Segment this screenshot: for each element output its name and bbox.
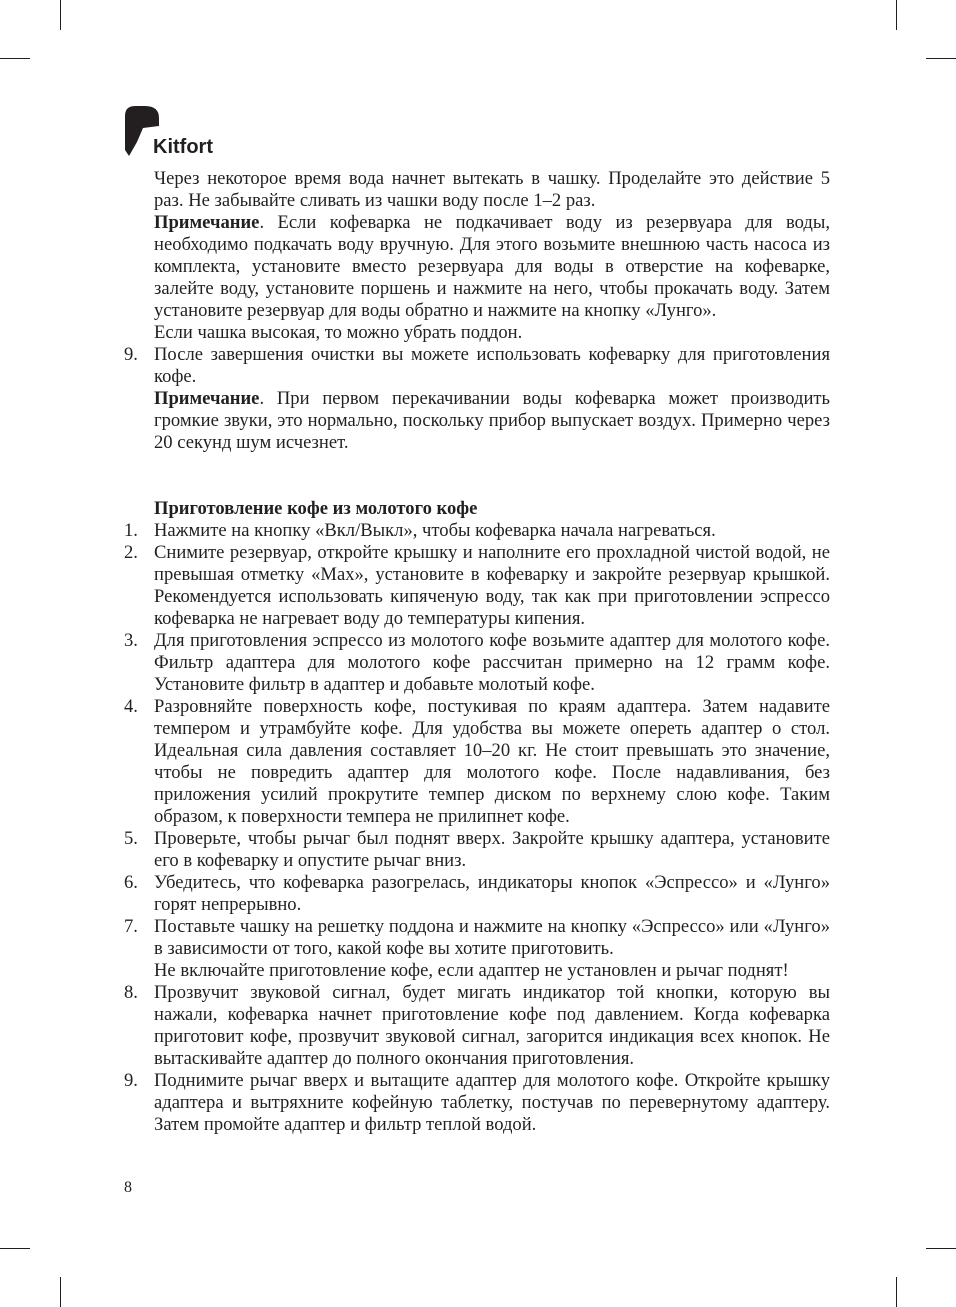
note-text: . При первом перекачивании воды кофеварка может производить громкие звуки, это нормально, поскольку прибор выпускает воздух. Примерно через 20 секунд шум исчезнет. — [154, 388, 830, 453]
brand-wordmark: Kitfort — [153, 136, 213, 158]
list-number: 4. — [124, 696, 138, 717]
list-item — [124, 542, 830, 630]
cleaning-list-continued — [124, 344, 830, 388]
crop-mark-bottom-left-h — [0, 1248, 30, 1249]
crop-mark-top-right-h — [926, 58, 956, 59]
list-number: 5. — [124, 828, 138, 849]
section-heading: Приготовление кофе из молотого кофе — [154, 498, 478, 519]
list-item — [124, 630, 830, 696]
crop-mark-bottom-right — [896, 1277, 897, 1307]
list-number: 1. — [124, 520, 138, 541]
section-gap — [124, 454, 830, 498]
note-text: . Если кофеварка не подкачивает воду из резервуара для воды, необходимо подкачать воду вручную. Для этого возьмите внешнюю часть насоса из комплекта, установите вместо резервуара для воды в отверстие на кофеварке, залейте воду, установите поршень и нажмите на него, чтобы прокачать воду. Затем установите резервуар для воды обратно и нажмите на кнопку «Лунго». — [154, 212, 830, 321]
page-number: 8 — [124, 1179, 132, 1196]
list-number: 6. — [124, 872, 138, 893]
list-text: Убедитесь, что кофеварка разогрелась, индикаторы кнопок «Эспрессо» и «Лунго» горят непрерывно. — [154, 872, 830, 915]
steps-list — [124, 520, 830, 1136]
list-item — [124, 344, 830, 388]
list-number: 3. — [124, 630, 138, 651]
list-warning-text: Не включайте приготовление кофе, если адаптер не установлен и рычаг поднят! — [154, 960, 789, 981]
list-number: 9. — [124, 344, 138, 365]
list-item — [124, 916, 830, 982]
list-item — [124, 520, 830, 542]
list-item — [124, 982, 830, 1070]
list-text: Поднимите рычаг вверх и вытащите адаптер для молотого кофе. Откройте крышку адаптера и вытряхните кофейную таблетку, постучав по перевернутому адаптеру. Затем промойте адаптер и фильтр теплой водой. — [154, 1070, 830, 1135]
page-content — [124, 168, 830, 1136]
crop-mark-bottom-right-h — [926, 1248, 956, 1249]
crop-mark-top-left — [60, 0, 61, 30]
list-item — [124, 1070, 830, 1136]
note-paragraph-1 — [124, 212, 830, 322]
note-label: Примечание — [154, 212, 260, 233]
paragraph-intro: Через некоторое время вода начнет вытекать в чашку. Проделайте это действие 5 раз. Не забывайте сливать из чашки воду после 1–2 раз. — [154, 168, 830, 211]
list-item — [124, 696, 830, 828]
list-text: Нажмите на кнопку «Вкл/Выкл», чтобы кофеварка начала нагреваться. — [154, 520, 716, 541]
list-text: Поставьте чашку на решетку поддона и нажмите на кнопку «Эспрессо» или «Лунго» в зависимости от того, какой кофе вы хотите приготовить. — [154, 916, 830, 959]
note-paragraph-2 — [124, 388, 830, 454]
list-number: 7. — [124, 916, 138, 937]
brand-logo — [125, 106, 235, 158]
list-item — [124, 828, 830, 872]
crop-mark-bottom-left — [60, 1277, 61, 1307]
crop-mark-top-left-h — [0, 58, 30, 59]
list-number: 9. — [124, 1070, 138, 1091]
list-text: После завершения очистки вы можете использовать кофеварку для приготовления кофе. — [154, 344, 830, 387]
crop-mark-top-right — [896, 0, 897, 30]
list-text: Для приготовления эспрессо из молотого кофе возьмите адаптер для молотого кофе. Фильтр адаптера для молотого кофе рассчитан примерно на 12 грамм кофе. Установите фильтр в адаптер и добавьте молотый кофе. — [154, 630, 830, 695]
list-text: Разровняйте поверхность кофе, постукивая по краям адаптера. Затем надавите темпером и утрамбуйте кофе. Для удобства вы можете опереть адаптер о стол. Идеальная сила давления составляет 10–20 кг. Не стоит превышать это значение, чтобы не повредить адаптер для молотого кофе. После надавливания, без приложения усилий прокрутите темпер диском по верхнему слою кофе. Таким образом, к поверхности темпера не прилипнет кофе. — [154, 696, 830, 827]
list-number: 2. — [124, 542, 138, 563]
list-number: 8. — [124, 982, 138, 1003]
list-text: Проверьте, чтобы рычаг был поднят вверх. Закройте крышку адаптера, установите его в кофеварку и опустите рычаг вниз. — [154, 828, 830, 871]
list-text: Снимите резервуар, откройте крышку и наполните его прохладной чистой водой, не превышая отметку «Max», установите в кофеварку и закройте резервуар крышкой. Рекомендуется использовать кипяченую воду, так как при приготовлении эспрессо кофеварка не нагревает воду до температуры кипения. — [154, 542, 830, 629]
paragraph-tall-cup: Если чашка высокая, то можно убрать поддон. — [154, 322, 523, 343]
list-text: Прозвучит звуковой сигнал, будет мигать индикатор той кнопки, которую вы нажали, кофеварка начнет приготовление кофе под давлением. Когда кофеварка приготовит кофе, прозвучит звуковой сигнал, загорится индикация всех кнопок. Не вытаскивайте адаптер до полного окончания приготовления. — [154, 982, 830, 1069]
note-label: Примечание — [154, 388, 260, 409]
list-item — [124, 872, 830, 916]
